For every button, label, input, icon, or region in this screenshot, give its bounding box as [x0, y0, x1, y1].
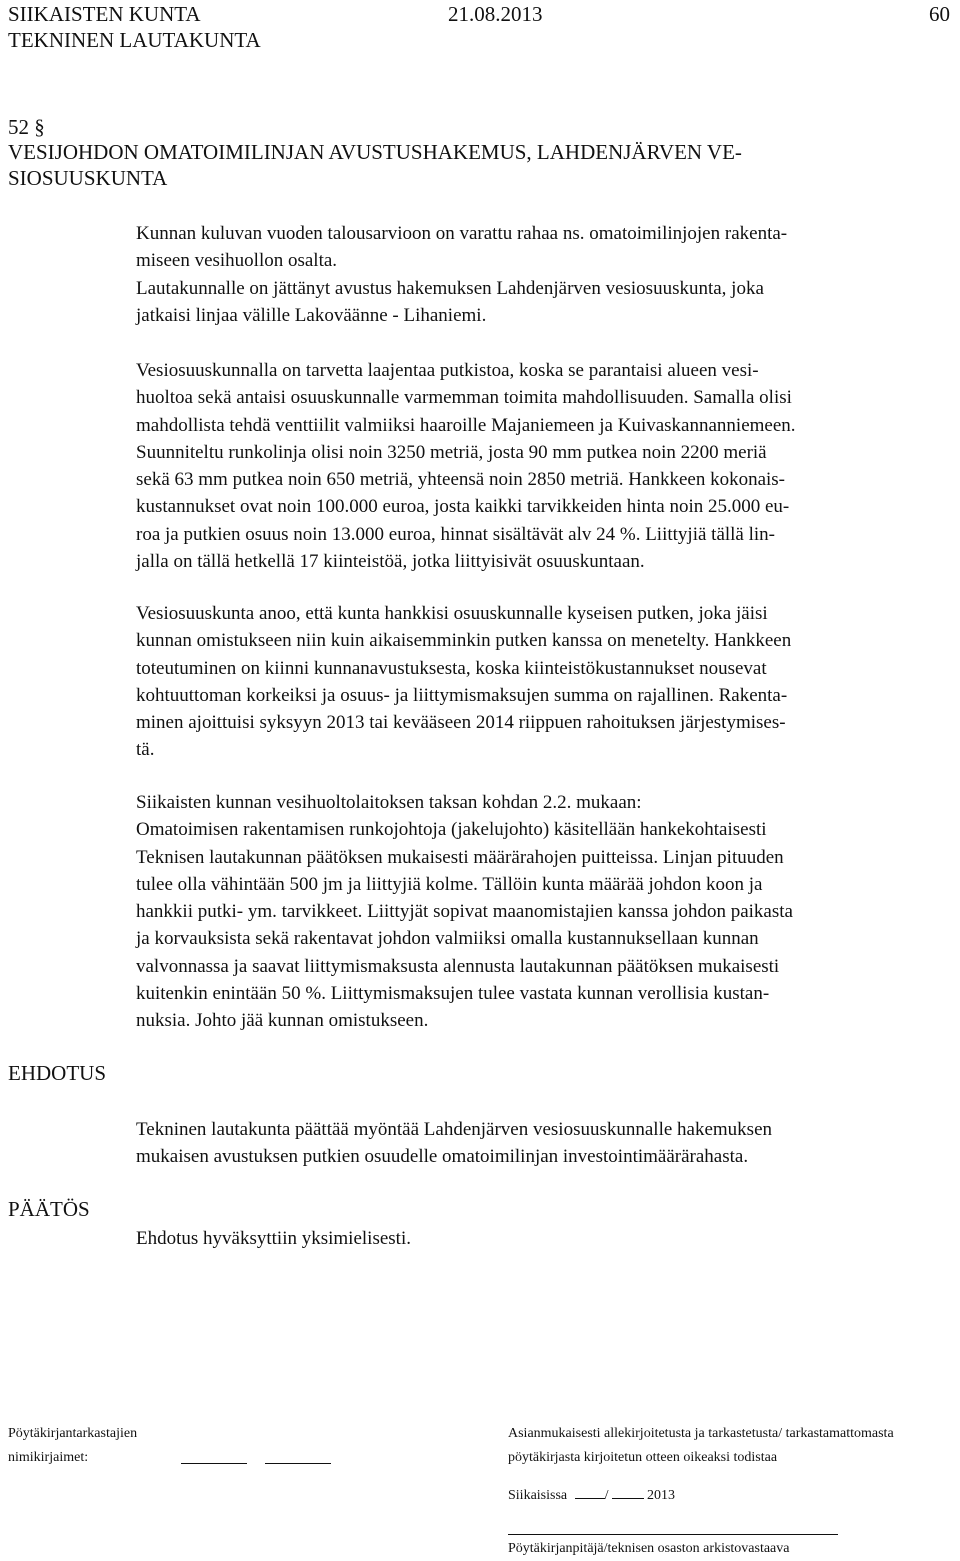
paragraph-tariff: [136, 789, 936, 1035]
proposal-text: [136, 1116, 936, 1171]
header-board: TEKNINEN LAUTAKUNTA: [8, 28, 261, 52]
header-municipality: SIIKAISTEN KUNTA: [8, 2, 201, 26]
text-line: kunnan omistukseen niin kuin aikaisemminkin putken kanssa on menetelty. Hankkeen: [136, 630, 792, 652]
year: 2013: [647, 1488, 676, 1503]
text-line: mukaisen avustuksen putkien osuudelle omatoimilinjan investointimäärärahasta.: [136, 1146, 749, 1168]
text-line: tulee olla vähintään 500 jm ja liittyjiä kolme. Tällöin kunta määrää johdon koon ja: [136, 873, 763, 895]
text-line: minen ajoittuisi syksyyn 2013 tai kevääseen 2014 riippuen rahoituksen järjestymises-: [136, 712, 786, 734]
proposal-label: EHDOTUS: [8, 1061, 106, 1085]
text-line: Vesiosuuskunnalla on tarvetta laajentaa putkistoa, koska se parantaisi alueen vesi-: [136, 360, 759, 381]
footer-inspectors-label: Pöytäkirjantarkastajien: [8, 1426, 138, 1441]
initials-line-2: [265, 1451, 331, 1464]
footer-place-date: [508, 1486, 675, 1505]
text-line: jatkaisi linjaa välille Lakoväänne - Lihaniemi.: [136, 304, 487, 326]
initials-line-1: [181, 1451, 247, 1464]
decision-text: [136, 1225, 936, 1252]
footer-signatory: Pöytäkirjanpitäjä/teknisen osaston arkistovastaava: [508, 1541, 790, 1556]
text-line: Ehdotus hyväksyttiin yksimielisesti.: [136, 1228, 411, 1249]
text-line: Suunniteltu runkolinja olisi noin 3250 metriä, josta 90 mm putkea noin 2200 meriä: [136, 441, 767, 463]
text-line: valvonnassa ja saavat liittymismaksusta alennusta lautakunnan päätöksen mukaisesti: [136, 955, 780, 977]
text-line: Vesiosuuskunta anoo, että kunta hankkisi osuuskunnalle kyseisen putken, joka jäisi: [136, 603, 768, 624]
text-line: Siikaisten kunnan vesihuoltolaitoksen taksan kohdan 2.2. mukaan:: [136, 792, 642, 813]
text-line: kustannukset ovat noin 100.000 euroa, josta kaikki tarvikkeiden hinta noin 25.000 eu-: [136, 496, 790, 518]
month-line: [612, 1486, 644, 1499]
text-line: hankkii putki- ym. tarvikkeet. Liittyjät sopivat maanomistajien kanssa johdon paikasta: [136, 901, 793, 923]
footer-certification-line-1: Asianmukaisesti allekirjoitetusta ja tarkastetusta/ tarkastamattomasta: [508, 1426, 894, 1441]
text-line: kuitenkin enintään 50 %. Liittymismaksujen tulee vastata kunnan verollisia kustan-: [136, 983, 770, 1005]
signature-line: [508, 1522, 838, 1535]
text-line: mahdollista tehdä venttiilit valmiiksi haaroille Majaniemeen ja Kuivaskannanniemeen.: [136, 414, 796, 436]
decision-label: PÄÄTÖS: [8, 1197, 90, 1221]
text-line: tä.: [136, 739, 155, 761]
text-line: Teknisen lautakunnan päätöksen mukaisesti määrärahojen puitteissa. Linjan pituuden: [136, 846, 784, 868]
text-line: Kunnan kuluvan vuoden talousarvioon on varattu rahaa ns. omatoimilinjojen rakenta-: [136, 223, 788, 244]
section-title-line-1: VESIJOHDON OMATOIMILINJAN AVUSTUSHAKEMUS, LAHDENJÄRVEN VE-: [8, 140, 742, 164]
footer-initials-label: nimikirjaimet:: [8, 1450, 89, 1465]
text-line: toteutuminen on kiinni kunnanavustuksesta, koska kiinteistökustannukset nousevat: [136, 657, 767, 679]
text-line: roa ja putkien osuus noin 13.000 euroa, hinnat sisältävät alv 24 %. Liittyjiä tällä lin-: [136, 523, 776, 545]
text-line: huoltoa sekä antaisi osuuskunnalle varmemman toimita mahdollisuuden. Samalla olisi: [136, 387, 792, 409]
text-line: jalla on tällä hetkellä 17 kiinteistöä, jotka liittyisivät osuuskuntaan.: [136, 551, 645, 573]
place-label: Siikaisissa: [508, 1488, 568, 1503]
text-line: kohtuuttoman korkeiksi ja osuus- ja liittymismaksujen summa on rajallinen. Rakenta-: [136, 684, 788, 706]
text-line: Omatoimisen rakentamisen runkojohtoja (jakelujohto) käsitellään hankekohtaisesti: [136, 819, 767, 841]
header-page-number: 60: [929, 2, 950, 26]
header-date: 21.08.2013: [448, 2, 543, 26]
paragraph-background: [136, 220, 936, 329]
paragraph-application: [136, 600, 936, 764]
date-slash: /: [604, 1488, 609, 1503]
section-title-line-2: SIOSUUSKUNTA: [8, 166, 168, 190]
section-number: 52 §: [8, 115, 45, 139]
text-line: miseen vesihuollon osalta.: [136, 250, 338, 272]
footer-certification-line-2: pöytäkirjasta kirjoitetun otteen oikeaksi todistaa: [508, 1450, 778, 1465]
day-line: [575, 1486, 605, 1499]
text-line: sekä 63 mm putkea noin 650 metriä, yhteensä noin 2850 metriä. Hankkeen kokonais-: [136, 469, 786, 491]
text-line: Tekninen lautakunta päättää myöntää Lahdenjärven vesiosuuskunnalle hakemuksen: [136, 1119, 773, 1140]
text-line: Lautakunnalle on jättänyt avustus hakemuksen Lahdenjärven vesiosuuskunta, joka: [136, 277, 764, 299]
text-line: nuksia. Johto jää kunnan omistukseen.: [136, 1010, 429, 1032]
text-line: ja korvauksista sekä rakentavat johdon valmiiksi omalla kustannuksellaan kunnan: [136, 928, 759, 950]
paragraph-need: [136, 357, 936, 575]
